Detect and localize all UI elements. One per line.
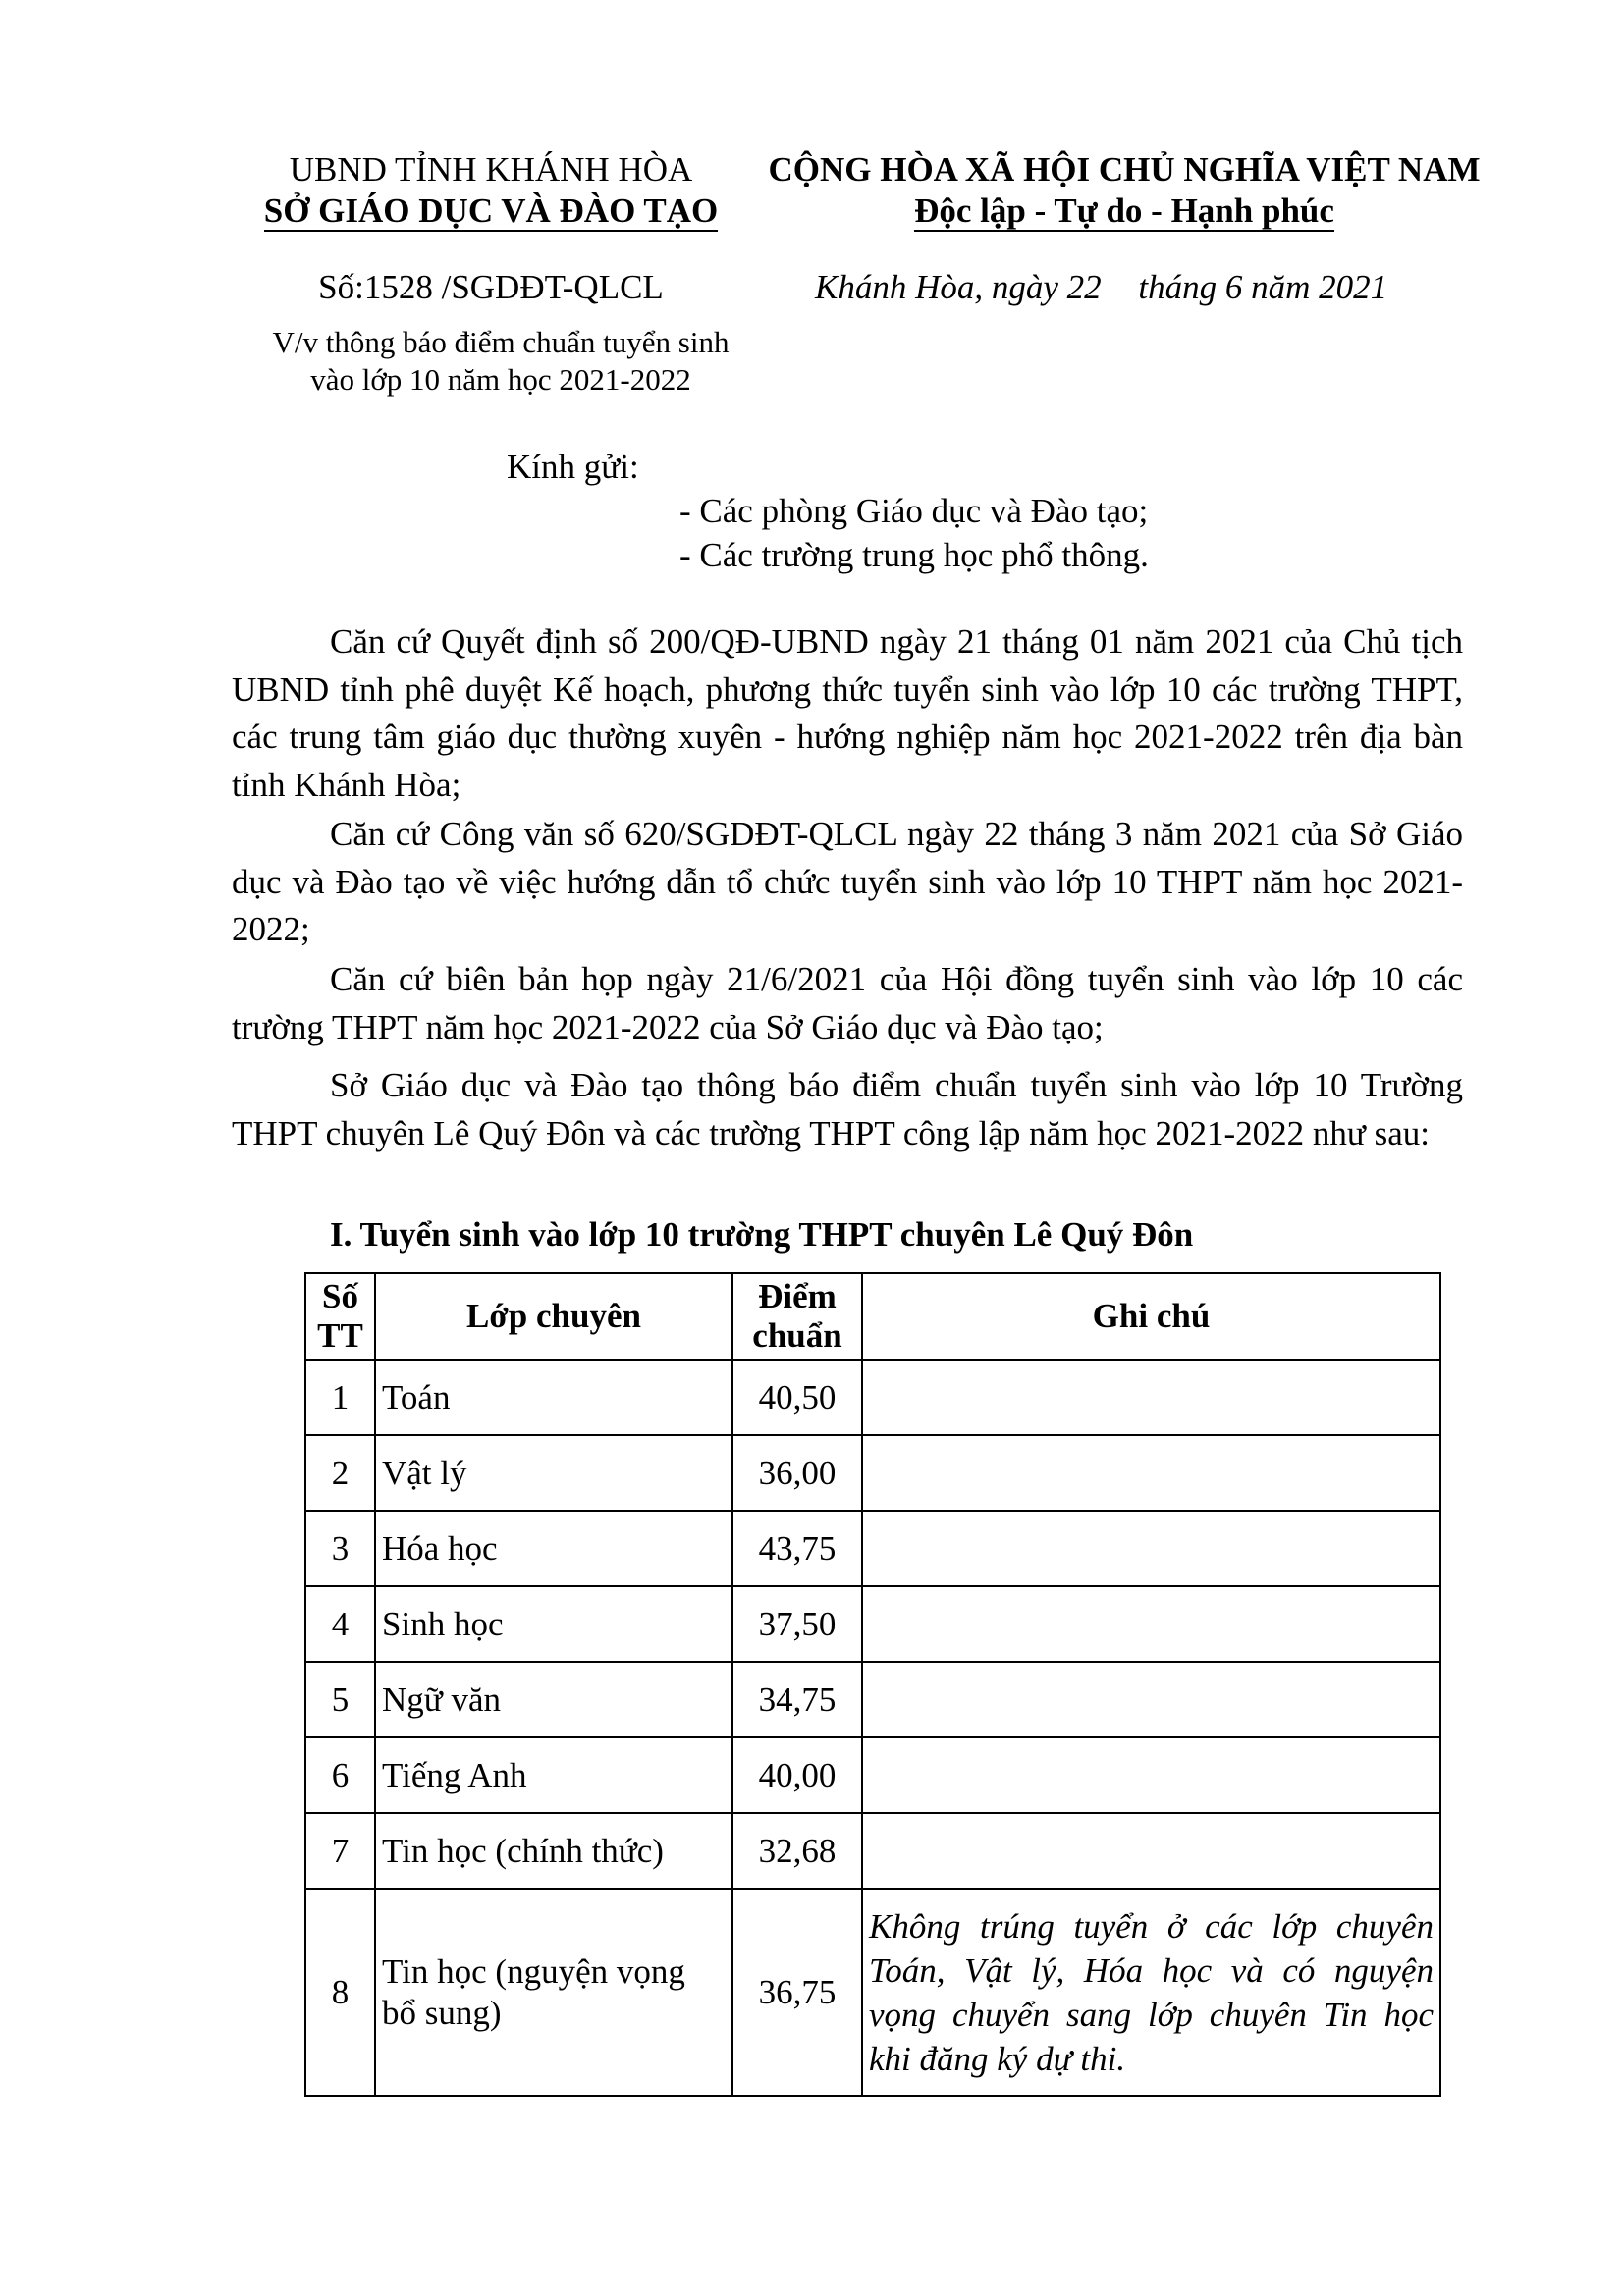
table-row [305,1435,1440,1511]
motto: Độc lập - Tự do - Hạnh phúc [914,191,1334,230]
header-note: Ghi chú [862,1273,1440,1360]
table-row [305,1511,1440,1586]
cell-diem: 40,00 [732,1737,862,1813]
issuer-name-wrap [236,190,746,232]
subject-block [236,324,766,399]
table-row [305,1586,1440,1662]
cell-note [862,1511,1440,1586]
paragraph-3: Căn cứ biên bản họp ngày 21/6/2021 của Hội đồng tuyển sinh vào lớp 10 các trường THPT năm học 2021-2022 của Sở Giáo dục và Đào tạo; [232,960,1463,1046]
table-row [305,1360,1440,1435]
recipient-1: - Các phòng Giáo dục và Đào tạo; [679,492,1149,530]
paragraph-4: Sở Giáo dục và Đào tạo thông báo điểm chuẩn tuyển sinh vào lớp 10 Trường THPT chuyên Lê Quý Đôn và các trường THPT công lập năm học 2021-2022 như sau: [232,1066,1463,1152]
cell-diem: 43,75 [732,1511,862,1586]
cell-diem: 36,75 [732,1889,862,2096]
header-stt-line1: Số [322,1277,358,1315]
cell-stt: 4 [305,1586,375,1662]
paragraph-2: Căn cứ Công văn số 620/SGDĐT-QLCL ngày 22 tháng 3 năm 2021 của Sở Giáo dục và Đào tạo về việc hướng dẫn tổ chức tuyển sinh vào lớp 10 THPT năm học 2021-2022; [232,815,1463,948]
table-row [305,1737,1440,1813]
recipient-2: - Các trường trung học phổ thông. [679,536,1149,574]
table-header-row [305,1273,1440,1360]
cell-stt: 8 [305,1889,375,2096]
cell-lop: Toán [375,1360,732,1435]
cell-stt: 1 [305,1360,375,1435]
cell-note [862,1662,1440,1737]
cell-diem: 32,68 [732,1813,862,1889]
cell-note [862,1737,1440,1813]
cell-lop: Tiếng Anh [375,1737,732,1813]
cell-stt: 6 [305,1737,375,1813]
cutoff-score-table [304,1272,1441,2097]
cell-note [862,1586,1440,1662]
greeting: Kính gửi: [507,448,639,486]
cell-note [862,1435,1440,1511]
national-motto-block [746,149,1502,232]
table-row [305,1813,1440,1889]
cell-lop: Hóa học [375,1511,732,1586]
cell-note [862,1360,1440,1435]
header-diem [732,1273,862,1360]
issuer-block [236,149,746,232]
cell-diem: 34,75 [732,1662,862,1737]
cell-lop: Vật lý [375,1435,732,1511]
header-lop: Lớp chuyên [375,1273,732,1360]
cell-stt: 2 [305,1435,375,1511]
date-day: 22 [1066,268,1102,306]
subject-line-1: V/v thông báo điểm chuẩn tuyển sinh [272,325,730,359]
motto-wrap [746,190,1502,232]
cell-diem: 40,50 [732,1360,862,1435]
header-diem-line2: chuẩn [752,1316,842,1355]
cell-lop: Ngữ văn [375,1662,732,1737]
cell-stt: 3 [305,1511,375,1586]
cell-diem: 36,00 [732,1435,862,1511]
header-stt [305,1273,375,1360]
paragraph-1: Căn cứ Quyết định số 200/QĐ-UBND ngày 21 tháng 01 năm 2021 của Chủ tịch UBND tỉnh phê duyệt Kế hoạch, phương thức tuyển sinh vào lớp 10 các trường THPT, các trung tâm giáo dục thường xuyên - hướng nghiệp năm học 2021-2022 trên địa bàn tỉnh Khánh Hòa; [232,622,1463,804]
date-prefix: Khánh Hòa, ngày [815,268,1058,306]
country-name: CỘNG HÒA XÃ HỘI CHỦ NGHĨA VIỆT NAM [768,150,1481,188]
cell-lop: Sinh học [375,1586,732,1662]
issue-date [815,267,1387,308]
table-row [305,1889,1440,2096]
table-row [305,1662,1440,1737]
cell-note [862,1813,1440,1889]
cell-stt: 5 [305,1662,375,1737]
cell-lop: Tin học (nguyện vọng bổ sung) [375,1889,732,2096]
header-diem-line1: Điểm [758,1277,837,1315]
section-title: I. Tuyển sinh vào lớp 10 trường THPT chuyên Lê Quý Đôn [330,1215,1194,1254]
header-stt-line2: TT [317,1316,363,1355]
cell-diem: 37,50 [732,1586,862,1662]
cell-note: Không trúng tuyển ở các lớp chuyên Toán, Vật lý, Hóa học và có nguyện vọng chuyển sang lớp chuyên Tin học khi đăng ký dự thi. [862,1889,1440,2096]
cell-lop: Tin học (chính thức) [375,1813,732,1889]
cell-stt: 7 [305,1813,375,1889]
document-number: Số:1528 /SGDĐT-QLCL [318,268,664,306]
issuer-parent: UBND TỈNH KHÁNH HÒA [289,150,693,188]
date-suffix: tháng 6 năm 2021 [1138,268,1388,306]
issuer-name: SỞ GIÁO DỤC VÀ ĐÀO TẠO [263,191,719,230]
subject-line-2: vào lớp 10 năm học 2021-2022 [310,362,691,397]
